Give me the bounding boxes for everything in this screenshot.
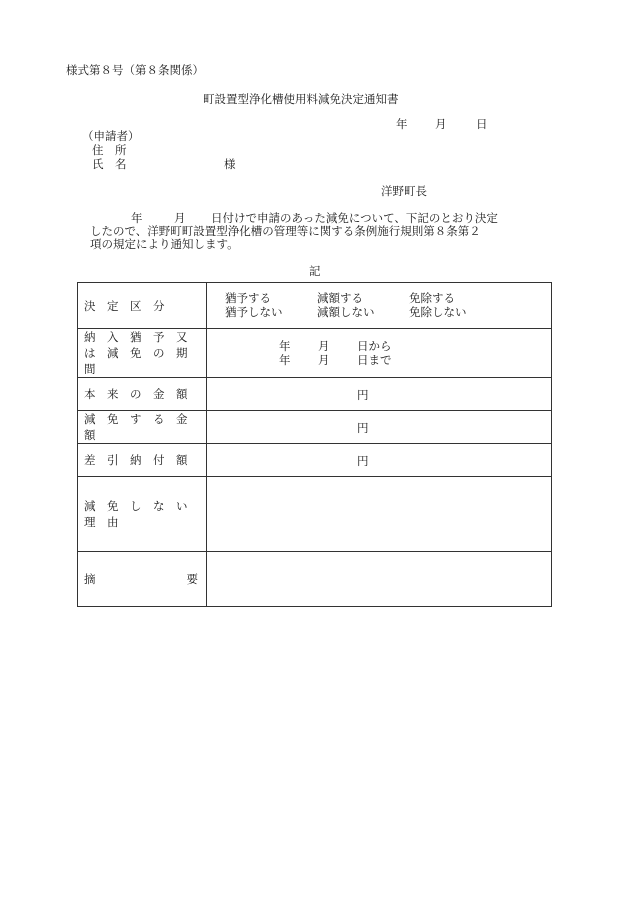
- reduced-amount-label: 減 免 す る 金 額: [78, 411, 207, 444]
- body-line3: 項の規定により通知します。: [90, 237, 239, 251]
- address-label: 住 所: [92, 143, 127, 157]
- body-month: 月: [174, 211, 186, 225]
- ki-heading: 記: [309, 264, 321, 278]
- issuer: 洋野町長: [381, 184, 427, 198]
- option-exempt: 免除する: [409, 291, 455, 305]
- table-row: [78, 283, 552, 329]
- option-defer: 猶予する: [225, 291, 271, 305]
- summary-value: [207, 552, 552, 607]
- period-to-month: 月: [318, 352, 330, 367]
- table-row: [78, 411, 552, 444]
- decision-table: [77, 282, 552, 607]
- body-line2: したので、洋野町町設置型浄化槽の管理等に関する条例施行規則第８条第２: [90, 224, 481, 238]
- period-label: 納 入 猶 予 又 は 減 免 の 期 間: [78, 329, 207, 378]
- table-row: [78, 477, 552, 552]
- summary-label: 摘 要: [78, 552, 207, 607]
- option-no-exempt: 免除しない: [409, 305, 467, 319]
- honorific: 様: [224, 157, 236, 171]
- option-no-defer: 猶予しない: [225, 305, 283, 319]
- name-label: 氏 名: [92, 157, 127, 171]
- body-year: 年: [131, 211, 143, 225]
- form-number: 様式第８号（第８条関係）: [66, 63, 204, 77]
- date-year: 年: [396, 117, 408, 131]
- option-no-reduce: 減額しない: [317, 305, 375, 319]
- table-row: [78, 378, 552, 411]
- reason-value: [207, 477, 552, 552]
- reduced-amount-value: 円: [207, 411, 552, 444]
- net-amount-label: 差 引 納 付 額: [78, 444, 207, 477]
- period-values: [207, 329, 552, 378]
- period-from-day: 日から: [357, 338, 392, 353]
- table-row: [78, 444, 552, 477]
- date-month: 月: [435, 117, 447, 131]
- period-to-year: 年: [279, 352, 291, 367]
- original-amount-value: 円: [207, 378, 552, 411]
- period-from-month: 月: [318, 338, 330, 353]
- table-row: [78, 552, 552, 607]
- period-from-year: 年: [279, 338, 291, 353]
- reason-label: 減 免 し な い 理 由: [78, 477, 207, 552]
- body-line1: 日付けで申請のあった減免について、下記のとおり決定: [211, 211, 498, 225]
- option-reduce: 減額する: [317, 291, 363, 305]
- table-row: [78, 329, 552, 378]
- document-title: 町設置型浄化槽使用料減免決定通知書: [203, 92, 399, 106]
- date-day: 日: [476, 117, 488, 131]
- decision-label: 決 定 区 分: [78, 283, 207, 329]
- period-to-day: 日まで: [357, 352, 392, 367]
- net-amount-value: 円: [207, 444, 552, 477]
- original-amount-label: 本 来 の 金 額: [78, 378, 207, 411]
- decision-options: [207, 283, 552, 329]
- applicant-heading: （申請者）: [82, 129, 140, 143]
